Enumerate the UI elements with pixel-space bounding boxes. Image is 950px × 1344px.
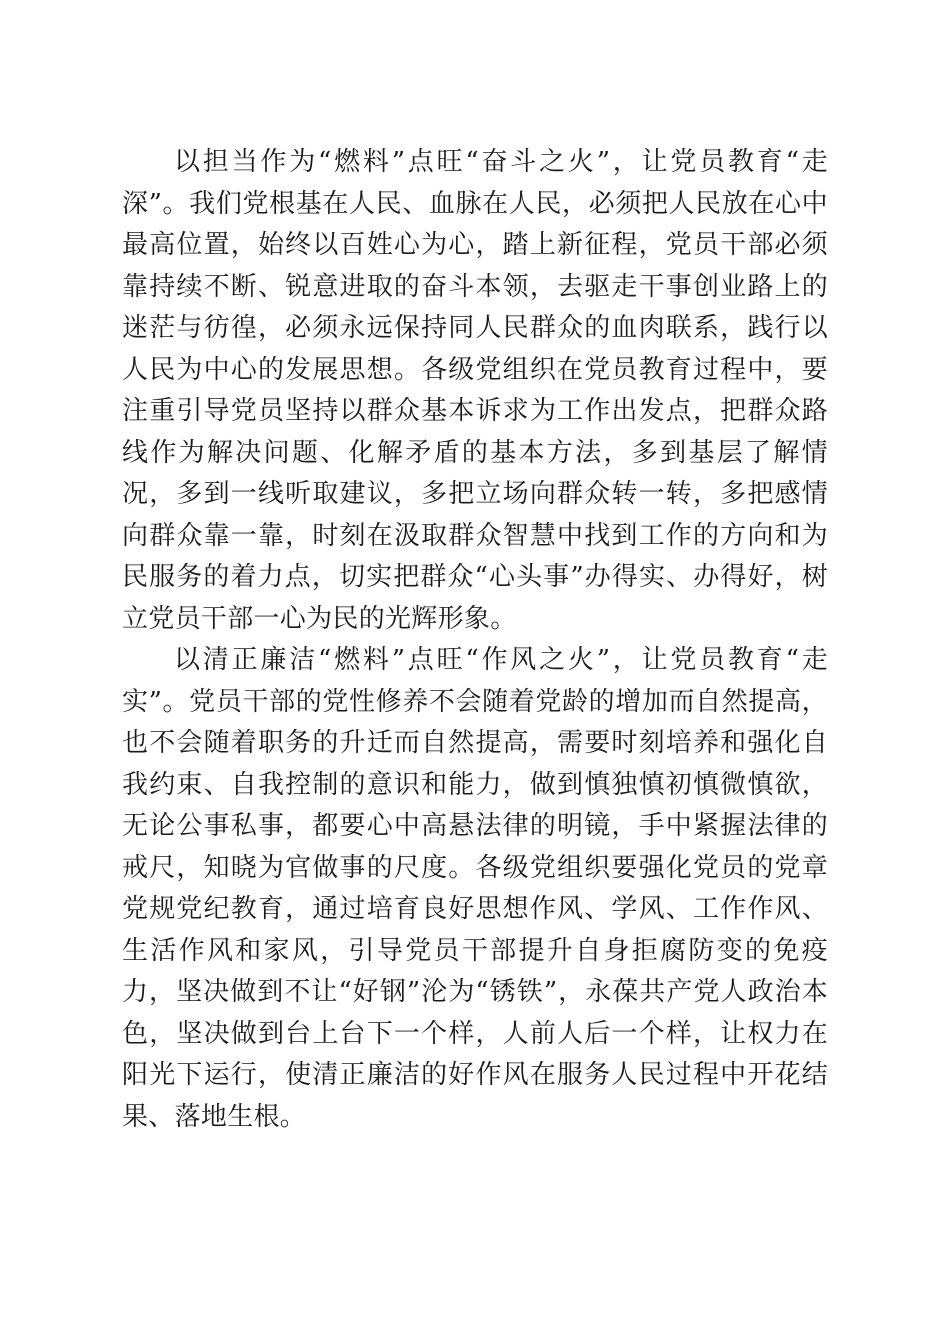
paragraph-1: 以担当作为“燃料”点旺“奋斗之火”，让党员教育“走深”。我们党根基在人民、血脉在人民，必须把人民放在心中最高位置，始终以百姓心为心，踏上新征程，党员干部必须靠持续不断、锐意进取的奋斗本领，去驱走干事创业路上的迷茫与彷徨，必须永远保持同人民群众的血肉联系，践行以人民为中心的发展思想。各级党组织在党员教育过程中，要注重引导党员坚持以群众基本诉求为工作出发点，把群众路线作为解决问题、化解矛盾的基本方法，多到基层了解情况，多到一线听取建议，多把立场向群众转一转，多把感情向群众靠一靠，时刻在汲取群众智慧中找到工作的方向和为民服务的着力点，切实把群众“心头事”办得实、办得好，树立党员干部一心为民的光辉形象。	[122, 147, 828, 634]
paragraph-2: 以清正廉洁“燃料”点旺“作风之火”，让党员教育“走实”。党员干部的党性修养不会随着党龄的增加而自然提高，也不会随着职务的升迁而自然提高，需要时刻培养和强化自我约束、自我控制的意识和能力，做到慎独慎初慎微慎欲，无论公事私事，都要心中高悬法律的明镜，手中紧握法律的戒尺，知晓为官做事的尺度。各级党组织要强化党员的党章党规党纪教育，通过培育良好思想作风、学风、工作作风、生活作风和家风，引导党员干部提升自身拒腐防变的免疫力，坚决做到不让“好钢”沦为“锈铁”，永葆共产党人政治本色，坚决做到台上台下一个样，人前人后一个样，让权力在阳光下运行，使清正廉洁的好作风在服务人民过程中开花结果、落地生根。	[122, 645, 828, 1132]
document-body	[122, 142, 828, 1138]
